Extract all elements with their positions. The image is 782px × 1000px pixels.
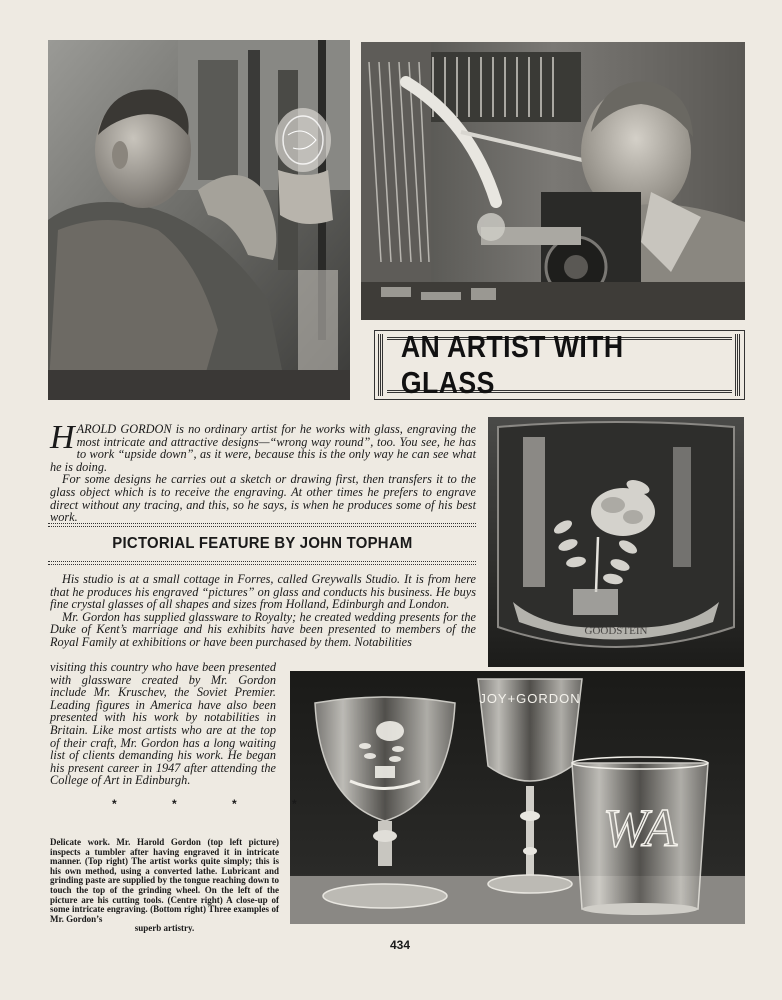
- studio-paragraph-1: His studio is at a small cottage in Forres, called Greywalls Studio. It is from here that he produces his engraved “pictures” on glass and conducts his business. He buys fine crystal glasses of all shapes and sizes from Holland, Edinburgh and London.: [50, 572, 476, 612]
- photo-artist-inspecting-tumbler-image: [48, 40, 350, 400]
- studio-text: [50, 573, 476, 649]
- studio-paragraph-2: Mr. Gordon has supplied glassware to Royalty; he created wedding presents for the Duke of Kent’s marriage and his exhibits have been presented to members of the Royal Family at exhibitions or have been purchased by them. Notabilities: [50, 609, 476, 649]
- intro-paragraph-1-text: AROLD GORDON is no ordinary artist for he works with glass, engraving the most intricate and attractive designs—“wrong way round”, too. You see, he has to work “upside down”, as it were, because this is the only way he can see what he is doing.: [50, 422, 476, 474]
- studio-text-continued: [50, 661, 276, 787]
- photo-engraving-closeup: [488, 417, 744, 667]
- page-number: 434: [389, 938, 411, 952]
- ribbon-engraving-text: GOODSTEIN: [584, 625, 648, 637]
- article-title: AN ARTIST WITH GLASS: [400, 329, 624, 400]
- article-title-box: [374, 330, 745, 400]
- photo-caption-text: Delicate work. Mr. Harold Gordon (top left picture) inspects a tumbler after having engraved it in intricate manner. (Top right) The artist works quite simply; this is his own method, using a converted lathe. Lubricant and grinding paste are supplied by the tongue reaching down to touch the top of the grinding wheel. On the left of the picture are his cutting tools. (Centre right) A close-up of some intricate engraving. (Bottom right) Three examples of Mr. Gordon’s: [50, 837, 279, 924]
- intro-text: [50, 419, 476, 525]
- drop-cap: H: [50, 419, 75, 456]
- photo-three-glasses: [290, 671, 745, 924]
- photo-artist-inspecting-tumbler: [48, 40, 350, 400]
- photo-caption-last-line: superb artistry.: [134, 923, 195, 934]
- byline-block: [48, 523, 476, 565]
- intro-paragraph-1: [50, 419, 476, 474]
- photo-caption: [50, 838, 279, 934]
- photo-artist-at-lathe-image: [361, 42, 745, 320]
- studio-paragraph-2-continued: visiting this country who have been presented with glassware created by Mr. Gordon include Mr. Kruschev, the Soviet Premier. Leading figures in America have also been presented with his work by notabilities in Britain. Like most artists who are at the top of their craft, Mr. Gordon has a long waiting list of clients demanding his work. He began his present career in 1947 after attending the College of Art in Edinburgh.: [50, 660, 276, 788]
- photo-engraving-closeup-image: [488, 417, 744, 667]
- byline: PICTORIAL FEATURE BY JOHN TOPHAM: [111, 535, 413, 552]
- tumbler-monogram: WA: [602, 798, 678, 858]
- goblet-engraving-text: JOY+GORDON: [479, 691, 581, 706]
- intro-paragraph-2: For some designs he carries out a sketch or drawing first, then transfers it to the glass object which is to receive the engraving. At other times he prefers to engrave direct without any tracing, and this, so he says, is when he produces some of his best work.: [50, 472, 476, 525]
- photo-three-glasses-image: [290, 671, 745, 924]
- section-separator: * * * *: [112, 797, 323, 811]
- photo-artist-at-lathe: [361, 42, 745, 320]
